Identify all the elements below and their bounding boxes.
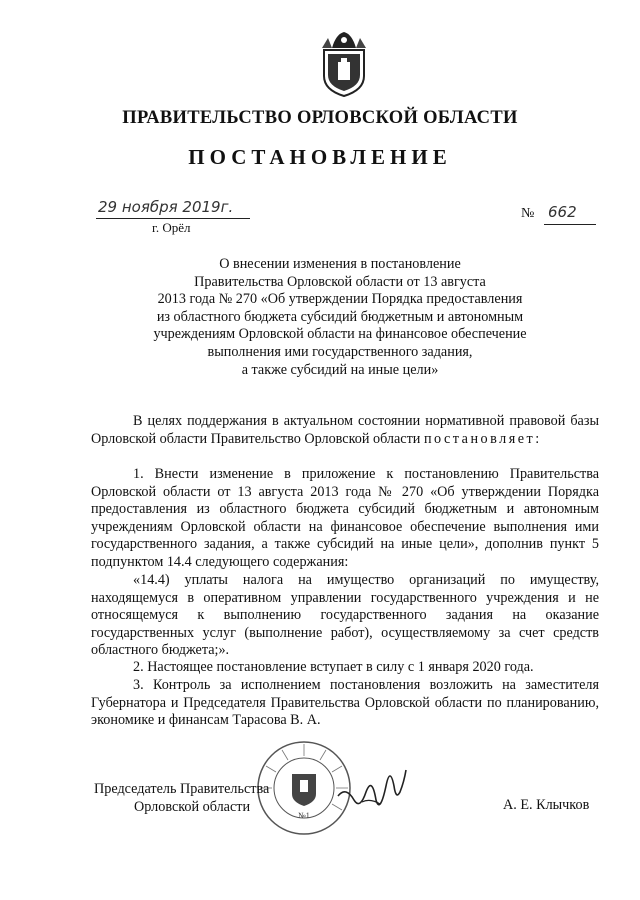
government-title: ПРАВИТЕЛЬСТВО ОРЛОВСКОЙ ОБЛАСТИ: [122, 108, 518, 128]
subject-line: учреждениям Орловской области на финансовое обеспечение: [153, 326, 527, 343]
document-city: г. Орёл: [152, 220, 191, 235]
item-3-paragraph: 3. Контроль за исполнением постановления возложить на заместителя Губернатора и Председателя Правительства Орловской области по планированию, экономике и финансам Тарасова В. А.: [91, 677, 599, 729]
subject-line: 2013 года № 270 «Об утверждении Порядка предоставления: [157, 291, 523, 308]
item-1-paragraph: 1. Внести изменение в приложение к постановлению Правительства Орловской области от 13 августа 2013 года № 270 «Об утверждении Порядка предоставления из областного бюджета субсидий бюджетным и автономным учреждениям Орловской области на финансовое обеспечение выполнения ими государственного задания, а также субсидий на иные цели», дополнив пункт 5 подпунктом 14.4 следующего содержания:: [91, 466, 599, 570]
signatory-title-line1: Председатель Правительства: [94, 781, 270, 797]
preamble-text: В целях поддержания в актуальном состоянии нормативной правовой базы Орловской области Правительство Орловской области: [91, 413, 599, 447]
document-subject: [100, 256, 580, 379]
subject-line: выполнения ими государственного задания,: [207, 343, 473, 360]
preamble-decree-word: постановляет:: [423, 430, 542, 447]
number-sign: №: [521, 206, 535, 221]
item-1-quote-paragraph: «14.4) уплаты налога на имущество организаций по имуществу, находящемуся в оперативном управлении государственного учреждения и не относящемуся к выполнению государственного задания на оказание государственных услуг (выполнение работ), осуществляемому за счет средств областного бюджета;».: [91, 572, 599, 659]
seal-number: №1: [298, 811, 310, 820]
signatory-title-line2: Орловской области: [134, 799, 251, 815]
preamble-paragraph: [91, 413, 599, 448]
orel-oblast-coat-of-arms-icon: [318, 30, 370, 98]
signatory-name: А. Е. Клычков: [503, 797, 590, 813]
document-type-title: ПОСТАНОВЛЕНИЕ: [188, 145, 452, 169]
subject-line: из областного бюджета субсидий бюджетным и автономным: [156, 308, 524, 325]
subject-line: О внесении изменения в постановление: [219, 256, 461, 272]
subject-line: Правительства Орловской области от 13 августа: [194, 273, 486, 290]
document-date: 29 ноября 2019г.: [98, 198, 234, 216]
document-number: 662: [548, 203, 577, 221]
subject-line: а также субсидий на иные цели»: [241, 361, 439, 378]
item-2-paragraph: 2. Настоящее постановление вступает в силу с 1 января 2020 года.: [133, 659, 534, 675]
handwritten-signature-icon: [336, 756, 408, 818]
